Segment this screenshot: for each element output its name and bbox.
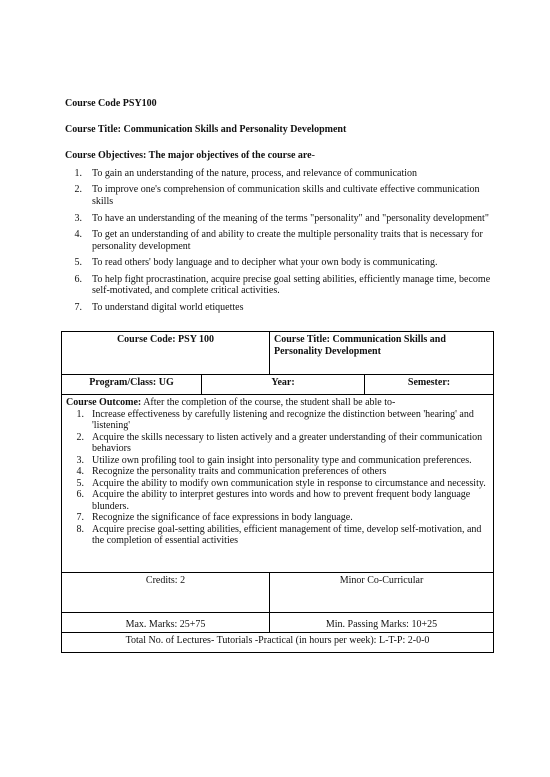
objective-number: 6.	[74, 273, 82, 285]
outcome-item	[66, 478, 489, 490]
outcome-text: Acquire the ability to interpret gestures into words and how to prevent frequent body language blunders.	[92, 489, 471, 512]
table-row-code-title	[62, 332, 494, 375]
objective-item	[66, 274, 496, 298]
outcome-intro-text: After the completion of the course, the student shall be able to-	[141, 397, 396, 408]
outcome-number: 4.	[76, 466, 84, 477]
outcome-text: Acquire the skills necessary to listen actively and a greater understanding of their communication behaviors	[92, 431, 483, 454]
credits-cell: Credits: 2	[62, 573, 270, 613]
objectives-heading-dash: -	[311, 150, 315, 161]
objectives-list	[66, 168, 496, 318]
outcome-text: Increase effectiveness by carefully listening and recognize the distinction between 'hearing' and 'listening'	[92, 408, 474, 431]
table-row-outcome	[62, 395, 494, 573]
outcome-text: Recognize the significance of face expressions in body language.	[92, 512, 353, 523]
objective-number: 7.	[74, 301, 82, 313]
objectives-heading-text: Course Objectives: The major objectives of the course are	[65, 150, 312, 161]
course-title-heading: Course Title: Communication Skills and Personality Development	[65, 124, 347, 135]
objective-item	[66, 257, 496, 269]
objective-text: To have an understanding of the meaning of the terms "personality" and "personality development"	[92, 212, 489, 224]
outcomes-list	[66, 409, 489, 547]
course-code-cell: Course Code: PSY 100	[62, 332, 270, 375]
outcome-item	[66, 524, 489, 547]
outcome-text: Acquire precise goal-setting abilities, efficient management of time, develop self-motivation, and the completion of essential activities	[92, 523, 482, 546]
outcome-number: 5.	[76, 477, 84, 489]
table-row-lectures	[62, 633, 494, 653]
objective-number: 1.	[74, 168, 82, 179]
outcome-number: 7.	[76, 512, 84, 523]
outcome-label: Course Outcome:	[66, 397, 142, 408]
objective-number: 5.	[74, 257, 82, 269]
table-row-credits	[62, 573, 494, 613]
minor-cell: Minor Co-Curricular	[270, 573, 494, 613]
objective-item	[66, 213, 496, 225]
objective-text: To read others' body language and to decipher what your own body is communicating.	[92, 257, 438, 269]
lectures-cell: Total No. of Lectures- Tutorials -Practical (in hours per week): L-T-P: 2-0-0	[62, 633, 494, 653]
objective-number: 2.	[74, 184, 82, 196]
outcome-text: Recognize the personality traits and communication preferences of others	[92, 466, 387, 477]
objective-item	[66, 168, 496, 180]
outcome-intro	[66, 397, 489, 409]
objective-number: 3.	[74, 212, 82, 224]
objective-number: 4.	[74, 228, 82, 240]
outcome-item	[66, 432, 489, 455]
objective-text: To help fight procrastination, acquire precise goal setting abilities, efficiently manage time, become self-motivated, and complete critical activities.	[92, 273, 491, 297]
objective-text: To gain an understanding of the nature, process, and relevance of communication	[92, 168, 418, 179]
outcome-number: 1.	[76, 408, 84, 420]
table-row-program	[62, 375, 494, 395]
semester-cell: Semester:	[365, 375, 494, 395]
outcome-number: 2.	[76, 431, 84, 443]
course-code-heading: Course Code PSY100	[65, 98, 157, 109]
objective-item	[66, 229, 496, 253]
course-title-cell: Course Title: Communication Skills and Personality Development	[270, 332, 494, 375]
objective-item	[66, 302, 496, 314]
outcome-item	[66, 409, 489, 432]
year-cell: Year:	[202, 375, 365, 395]
objectives-heading	[65, 150, 315, 162]
outcome-text: Acquire the ability to modify own communication style in response to circumstance and necessity.	[92, 477, 486, 489]
outcome-item	[66, 489, 489, 512]
course-outcome-cell	[62, 395, 494, 573]
program-class-cell: Program/Class: UG	[62, 375, 202, 395]
objective-text: To improve one's comprehension of communication skills and cultivate effective communication skills	[92, 184, 480, 208]
outcome-item	[66, 455, 489, 467]
table-row-marks	[62, 613, 494, 633]
outcome-number: 6.	[76, 489, 84, 500]
outcome-item	[66, 466, 489, 478]
objective-text: To understand digital world etiquettes	[92, 301, 244, 313]
outcome-number: 3.	[76, 454, 84, 466]
min-passing-cell: Min. Passing Marks: 10+25	[270, 613, 494, 633]
course-table	[61, 331, 494, 653]
max-marks-cell: Max. Marks: 25+75	[62, 613, 270, 633]
objective-item	[66, 184, 496, 208]
objective-text: To get an understanding of and ability to create the multiple personality traits that is necessary for personality development	[92, 228, 483, 252]
outcome-text: Utilize own profiling tool to gain insight into personality type and communication preferences.	[92, 454, 472, 466]
outcome-number: 8.	[76, 523, 84, 535]
outcome-item	[66, 512, 489, 524]
